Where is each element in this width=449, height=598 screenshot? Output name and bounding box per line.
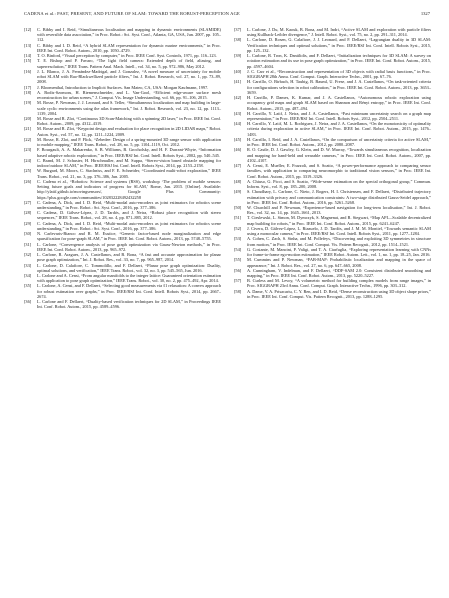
- reference-number: [34]: [24, 273, 32, 279]
- references-right-column: [234, 27, 431, 299]
- reference-text: M. Bosse, R. Zlot, and P. Flick, “Zebedee: Design of a spring-mounted 3D range sensor with application to mobile mapping,” IEEE Trans. Robot., vol. 28, no. 5, pp. 1104–1119, Oct. 2012.: [37, 136, 221, 148]
- reference-number: [33]: [24, 262, 32, 268]
- reference-entry: [234, 137, 431, 147]
- reference-entry: [24, 221, 221, 231]
- reference-text: H. Carrillo, P. Dames, K. Kumar, and J. A. Castellanos, “Autonomous robotic exploration using occupancy grid maps and graph SLAM based on Shannon and Rényi entropy,” in Proc. IEEE Int. Conf. Robot. Autom., 2015, pp. 487–494.: [247, 95, 431, 111]
- reference-text: L. Carlone, A. Censi, and F. Dellaert, “Selecting good measurements via ℓ1 relaxation: A convex approach for robust estimation over graphs,” in Proc. IEEE/RSJ Int. Conf. Intell. Robots Syst., 2014, pp. 2667–2674.: [37, 283, 221, 299]
- reference-number: [26]: [24, 178, 32, 184]
- page-number: 1327: [420, 11, 430, 16]
- reference-entry: [24, 299, 221, 309]
- reference-number: [38]: [234, 37, 242, 43]
- reference-entry: [24, 43, 221, 53]
- reference-text: L. Carlone, R. Aragues, J. A. Castellanos, and B. Bona, “A fast and accurate approximation for planar pose graph optimization,” Int. J. Robot. Res., vol. 33, no. 7, pp. 965–987, 2014.: [37, 252, 221, 263]
- reference-number: [54]: [234, 246, 242, 252]
- reference-entry: [24, 179, 221, 200]
- reference-number: [41]: [234, 79, 242, 85]
- reference-text: T. E. Bishop and P. Favaro, “The light field camera: Extended depth of field, aliasing, and superresolution,” IEEE Trans. Pattern Anal. Mach. Intell., vol. 34, no. 5, pp. 972–986, May 2012.: [37, 58, 221, 69]
- reference-text: J. Bloomenthal, Introduction to Implicit Surfaces. San Mateo, CA, USA: Morgan Kaufmann, 1997.: [37, 84, 209, 90]
- reference-entry: [24, 137, 221, 147]
- page-header: [24, 11, 430, 19]
- reference-entry: [24, 242, 221, 252]
- reference-number: [56]: [234, 267, 242, 273]
- reference-text: A. Bodis-Szomoru, H. Riemenschneider, and L. Van-Gool, “Efficient edge-aware surface mesh reconstruction for urban scenes,” J. Comput. Vis. Image Understanding, vol. 66, pp. 91–106, 2015.: [37, 89, 221, 101]
- reference-text: H. Carrillo, I. Reid, and J. A. Castellanos, “On the comparison of uncertainty criteria for active SLAM,” in Proc. IEEE Int. Conf. Robot. Autom., 2012, pp. 2080–2087.: [247, 136, 431, 148]
- reference-entry: [24, 263, 221, 273]
- reference-number: [31]: [24, 241, 32, 247]
- reference-number: [19]: [24, 100, 32, 106]
- reference-number: [49]: [234, 189, 242, 195]
- reference-text: L. Carlone, D. Rosen, G. Calafiore, J. J. Leonard, and F. Dellaert, “Lagrangian duality in 3D SLAM: Verification techniques and optimal solutions,” in Proc. IEEE/RSJ Int. Conf. Intell. Robots Syst., 2015, pp. 125–132.: [247, 37, 431, 53]
- reference-entry: [24, 158, 221, 168]
- reference-number: [30]: [24, 231, 32, 237]
- reference-number: [12]: [24, 27, 32, 32]
- reference-text: L. Carlone, J. Du, M. Kaouk, B. Bona, and M. Indri, “Active SLAM and exploration with particle filters using Kullback-Leibler divergence,” J. Intell. Robot. Syst., vol. 75, no. 2, pp. 291–311, 2014.: [247, 27, 431, 38]
- reference-text: C. Cadena, A. Dick, and I. D. Reid, “Multi-modal auto-encoders as joint estimators for robotics scene understanding,” in Proc. Robot.: Sci. Syst. Conf., 2016, pp. 377–386.: [37, 199, 221, 210]
- reference-number: [44]: [234, 121, 242, 127]
- reference-text: C. Bibby and I. Reid, “Simultaneous localisation and mapping in dynamic environments (SLAMIDE) with reversible data association,” in Proc. Robot.: Sci. Syst. Conf., Atlanta, GA, USA, Jun. 2007, pp. 105–112.: [37, 27, 221, 43]
- reference-entry: [234, 268, 431, 278]
- reference-entry: [234, 278, 431, 288]
- reference-text: J. Civera, D. Gálvez-López, L. Riazuelo, J. D. Tardós, and J. M. M. Montiel, “Towards semantic SLAM using a monocular camera,” in Proc. IEEE/RSJ Int. Conf. Intell. Robots Syst., 2011, pp. 1277–1284.: [247, 225, 431, 237]
- reference-entry: [24, 126, 221, 136]
- reference-text: N. Carlevaris-Bianco and R. M. Eustice, “Generic factor-based node marginalization and edge sparsification for pose-graph SLAM,” in Proc. IEEE Int. Conf. Robot. Autom., 2013, pp. 5748–5755.: [37, 231, 221, 242]
- reference-number: [47]: [234, 163, 242, 169]
- reference-text: L. Carlone and F. Dellaert, “Duality-based verification techniques for 2D SLAM,” in Proceedings IEEE Int. Conf. Robot. Autom., 2015, pp. 4589–4596.: [37, 299, 221, 310]
- reference-number: [17]: [24, 84, 32, 90]
- reference-entry: [24, 252, 221, 262]
- reference-entry: [234, 27, 431, 37]
- reference-number: [21]: [24, 126, 32, 132]
- reference-text: L. Carlone, D. Calafiore, C. Tommolillo, and F. Dellaert, “Planar pose graph optimization: Duality, optimal solutions, and verification,” IEEE Trans. Robot., vol. 32, no. 3, pp. 545–565, Jun. 2016.: [37, 262, 221, 273]
- reference-number: [53]: [234, 236, 242, 242]
- reference-number: [25]: [24, 168, 32, 174]
- reference-text: J. C. Carr et al., “Reconstruction and representation of 3D objects with radial basis functions,” in Proc. SIGGRAPH 28th Annu. Conf. Comput. Graph. Interactive Techn., 2001, pp. 67–76.: [247, 68, 431, 80]
- reference-text: H. Carrillo, Y. Latif, J. Neira, and J. A. Castellanos, “Fast minimum uncertainty search on a graph map representation,” in Proc. IEEE/RSJ Int. Conf. Intell. Robots Syst., 2012, pp. 2504–2511.: [247, 110, 431, 121]
- reference-entry: [234, 205, 431, 215]
- reference-entry: [24, 200, 221, 210]
- reference-number: [58]: [234, 288, 242, 294]
- reference-text: M. Bosse and R. Zlot, “Keypoint design and evaluation for place recognition in 2D LIDAR maps,” Robot. Auton. Syst., vol. 57, no. 12, pp. 1211–1224, 2009.: [37, 126, 221, 137]
- reference-entry: [234, 289, 431, 299]
- reference-number: [32]: [24, 252, 32, 258]
- reference-number: [36]: [24, 299, 32, 305]
- reference-text: R. O. Castle, D. J. Gawley, G. Klein, and D. W. Murray, “Towards simultaneous recognition, localization and mapping for hand-held and wearable cameras,” in Proc. IEEE Int. Conf. Robot. Autom., 2007, pp. 4102–4107.: [247, 147, 431, 163]
- reference-entry: [24, 273, 221, 283]
- reference-text: T. Cieslewski, L. Simon, M. Dymczyk, S. Magnenat, and R. Siegwart, “Map API—Scalable decentralized map building for robots,” in Proc. IEEE Int. Conf. Robot. Autom., 2015, pp. 6241–6247.: [247, 215, 431, 226]
- reference-entry: [234, 179, 431, 189]
- reference-text: S. Choudhary, L. Carlone, C. Nieto, J. Rogers, H. I. Christensen, and F. Dellaert, “Distributed trajectory estimation with privacy and communication constraints: A two-stage distributed Gauss-Seidel approach,” in Proc. IEEE Int. Conf. Robot. Autom., 2016, pp. 5261–5268.: [247, 189, 431, 205]
- reference-text: C. Brand, M. J. Schuster, H. Hirschmuller, and M. Suppa, “Stereo-vision based obstacle mapping for indoor/outdoor SLAM,” in Proc. IEEE/RSJ Int. Conf. Intell. Robots Syst., 2014, pp. 2153–2158.: [37, 157, 221, 169]
- reference-entry: [234, 95, 431, 111]
- reference-entry: [234, 163, 431, 179]
- reference-entry: [234, 247, 431, 257]
- references-left-column: [24, 27, 221, 310]
- reference-text: H. Carrillo, O. Birbach, H. Taubig, B. Bauml, U. Frese, and J. A. Castellanos, “On task-oriented criteria for configurations selection in robot calibration,” in Proc. IEEE Int. Conf. Robot. Autom., 2013, pp. 3653–3659.: [247, 79, 431, 95]
- reference-number: [20]: [24, 115, 32, 121]
- reference-entry: [234, 257, 431, 267]
- reference-entry: [234, 189, 431, 205]
- reference-number: [51]: [234, 215, 242, 221]
- reference-number: [14]: [24, 53, 32, 59]
- reference-entry: [24, 58, 221, 68]
- reference-number: [45]: [234, 136, 242, 142]
- reference-number: [16]: [24, 68, 32, 74]
- reference-entry: [24, 231, 221, 241]
- reference-number: [40]: [234, 68, 242, 74]
- reference-entry: [234, 53, 431, 69]
- reference-number: [22]: [24, 136, 32, 142]
- reference-text: H. Carrillo, Y. Latif, M. L. Rodriguez, J. Neira, and J. A. Castellanos, “On the monotonicity of optimality criteria during exploration in active SLAM,” in Proc. IEEE Int. Conf. Robot. Autom., 2015, pp. 1476–1483.: [247, 121, 431, 137]
- running-head: CADENA et al.: PAST, PRESENT, AND FUTURE OF SLAM: TOWARD THE ROBUST-PERCEPTION AGE: [24, 11, 240, 16]
- reference-number: [57]: [234, 278, 242, 284]
- reference-number: [42]: [234, 95, 242, 101]
- reference-entry: [234, 236, 431, 246]
- reference-number: [29]: [24, 220, 32, 226]
- reference-text: G. Costante, M. Mancini, P. Valigi, and T. A. Ciarfuglia, “Exploring representation learning with CNNs for frame-to-frame ego-motion estimation,” IEEE Robot. Autom. Lett., vol. 1, no. 1, pp. 18–25, Jan. 2016.: [247, 246, 431, 258]
- reference-number: [52]: [234, 225, 242, 231]
- reference-entry: [234, 215, 431, 225]
- reference-entry: [24, 210, 221, 220]
- reference-text: L. Carlone, “Convergence analysis of pose graph optimization via Gauss-Newton methods,” in Proc. IEEE Int. Conf. Robot. Autom., 2013, pp. 965–972.: [37, 241, 221, 252]
- reference-entry: [234, 121, 431, 137]
- reference-text: W. Burgard, M. Moors, C. Stachniss, and F. E. Schneider, “Coordinated multi-robot exploration,” IEEE Trans. Robot., vol. 21, no. 3, pp. 376–386, Jun. 2005.: [37, 168, 221, 179]
- reference-number: [55]: [234, 257, 242, 263]
- reference-entry: [234, 111, 431, 121]
- reference-text: M. Bosse and R. Zlot, “Continuous 3D Scan-Matching with a spinning 2D laser,” in Proc. IEEE Int. Conf. Robot. Autom., 2009, pp. 4312–4319.: [37, 115, 221, 127]
- reference-number: [35]: [24, 283, 32, 289]
- reference-number: [39]: [234, 53, 242, 59]
- reference-text: W. Churchill and P. Newman, “Experience-based navigation for long-term localisation,” Int. J. Robot. Res., vol. 32, no. 14, pp. 1645–1661, 2013.: [247, 204, 431, 216]
- reference-number: [24]: [24, 157, 32, 163]
- reference-entry: [24, 116, 221, 126]
- reference-entry: [234, 226, 431, 236]
- reference-number: [37]: [234, 27, 242, 32]
- reference-number: [46]: [234, 147, 242, 153]
- reference-text: J. L. Blanco, J. A. Fernández-Madrigal, and J. Gonzalez, “A novel measure of uncertainty for mobile robot SLAM with Rao-Blackwellized particle filters,” Int. J. Robot. Research, vol. 27, no. 1, pp. 73–89, 2008.: [37, 68, 221, 85]
- reference-text: M. Cummins and P. Newman, “FAB-MAP: Probabilistic localization and mapping in the space of appearance,” Int. J. Robot. Res., vol. 27, no. 6, pp. 647–665, 2008.: [247, 257, 431, 268]
- reference-entry: [234, 69, 431, 79]
- reference-number: [15]: [24, 58, 32, 64]
- reference-entry: [24, 90, 221, 100]
- reference-text: T. O. Binford, “Visual perception by computer,” in Proc. IEEE Conf. Syst. Controls, 1971, pp. 116–123.: [37, 53, 217, 59]
- reference-entry: [234, 79, 431, 95]
- reference-entry: [234, 147, 431, 163]
- reference-text: A. Censi, E. Mueller, E. Frazzoli, and S. Soatto, “A power-performance approach to comparing sensor families, with application to comparing neuromorphic to traditional vision sensors,” in Proc. IEEE Int. Conf. Robot. Autom., 2015, pp. 3319–3326.: [247, 163, 431, 179]
- reference-text: C. Cadena, D. Gálvez-López, J. D. Tardós, and J. Neira, “Robust place recognition with stereo sequences,” IEEE Trans. Robot., vol. 28, no. 4, pp. 871–885, 2012.: [37, 210, 221, 221]
- reference-entry: [24, 27, 221, 43]
- reference-entry: [24, 69, 221, 85]
- reference-text: A. Cunningham, V. Indelman, and F. Dellaert, “DDF-SAM 2.0: Consistent distributed smoothing and mapping,” in Proc. IEEE Int. Conf. Robot. Autom., 2013, pp. 5220–5227.: [247, 267, 431, 279]
- reference-text: A. Chiuso, G. Picci, and S. Soatto, “Wide-sense estimation on the special orthogonal group,” Commun. Inform. Syst., vol. 8, pp. 185–200, 2008.: [247, 178, 431, 190]
- reference-text: B. Curless and M. Levoy, “A volumetric method for building complex models from range images,” in Proc. SIGGRAPH 23rd Annu. Conf. Comput. Graph. Interactive Techn., 1996, pp. 303–312.: [247, 278, 431, 289]
- reference-number: [28]: [24, 210, 32, 216]
- reference-entry: [24, 168, 221, 178]
- reference-number: [18]: [24, 89, 32, 95]
- reference-number: [43]: [234, 110, 242, 116]
- reference-entry: [24, 147, 221, 157]
- reference-text: C. Bibby and I. D. Reid, “A hybrid SLAM representation for dynamic marine environments,” in Proc. IEEE Int. Conf. Robot. Autom., 2010, pp. 1050–4729.: [37, 42, 221, 53]
- reference-number: [48]: [234, 178, 242, 184]
- reference-entry: [24, 100, 221, 116]
- reference-text: L. Carlone, R. Tron, K. Daniilidis, and F. Dellaert, “Initialization techniques for 3D SLAM: A survey on rotation estimation and its use in pose graph optimization,” in Proc. IEEE Int. Conf. Robot. Autom., 2015, pp. 4597–4604.: [247, 53, 431, 69]
- reference-text: A. Dame, V. A. Prisacariu, C. Y. Ren, and I. D. Reid, “Dense reconstruction using 3D object shape priors,” in Proc. IEEE Int. Conf. Comput. Vis. Pattern Recognit., 2013, pp. 1288–1295.: [247, 288, 431, 299]
- reference-text: C. Cadena, A. Dick, and I. D. Reid, “Multi-modal auto-encoders as joint estimators for robotics scene understanding,” in Proc. Robot.: Sci. Syst. Conf., 2016, pp. 377–386.: [37, 220, 221, 231]
- reference-text: A. Cohen, C. Zach, S. Sinha, and M. Pollefeys, “Discovering and exploiting 3D symmetries in structure from motion,” in Proc. IEEE Int. Conf. Comput. Vis. Pattern Recognit., 2012, pp. 1514–1521.: [247, 236, 431, 247]
- reference-text: C. Cadena et al., “Robotics: Science and systems (RSS), workshop ‘The problem of mobile sensors: Setting future goals and indicators of progress for SLAM,’ Rome, Jun. 2015. [Online]. Available: http://ylatif.github.io/movingsensors/, Google Plus Community: https://plus.google.com/communities/102832228492432258: [37, 178, 221, 200]
- reference-entry: [234, 37, 431, 53]
- reference-entry: [24, 283, 221, 299]
- reference-text: F. Bourgault, A. A. Makarenko, S. B. Williams, B. Grocholsky, and H. F. Durrant-Whyte, “Information based adaptive robotic exploration,” in Proc. IEEE/RSJ Int. Conf. Intell. Robots Syst., 2002, pp. 540–545.: [37, 147, 221, 158]
- reference-number: [13]: [24, 42, 32, 48]
- reference-number: [23]: [24, 147, 32, 153]
- reference-number: [27]: [24, 199, 32, 205]
- reference-text: L. Carlone and A. Censi, “From angular manifolds to the integer lattice: Guaranteed orientation estimation with application to pose graph optimization,” IEEE Trans. Robot., vol. 30, no. 2, pp. 475–492, Apr. 2014.: [37, 273, 221, 284]
- reference-number: [50]: [234, 204, 242, 210]
- reference-text: M. Bosse, P. Newman, J. J. Leonard, and S. Teller, “Simultaneous localization and map building in large-scale cyclic environments using the atlas framework,” Int. J. Robot. Research, vol. 23, no. 12, pp. 1113–1139, 2004.: [37, 100, 221, 116]
